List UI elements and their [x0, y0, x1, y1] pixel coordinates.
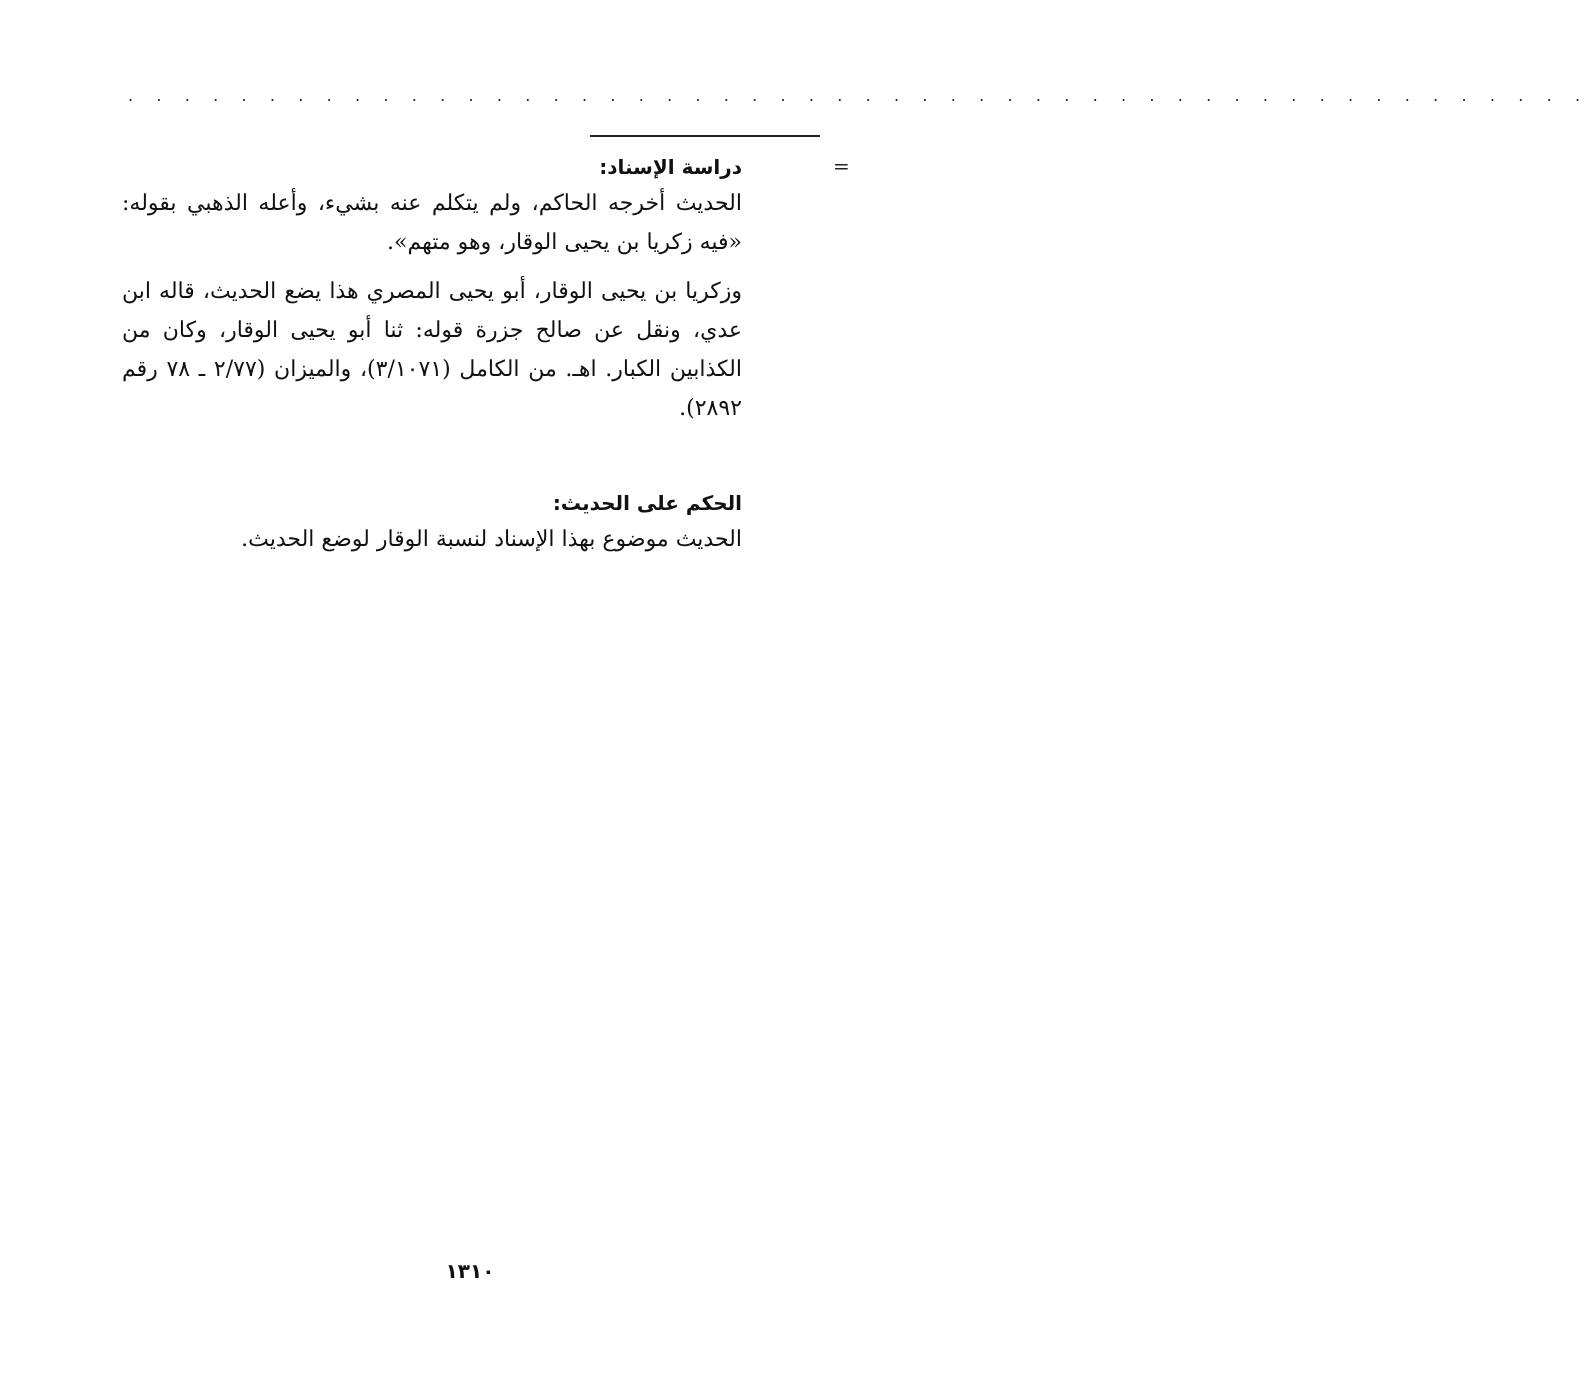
- isnad-study-heading: دراسة الإسناد:: [599, 155, 742, 179]
- dot-leader: . . . . . . . . . . . . . . . . . . . . . . . . . . . . . . . . . . . . . . . . . . . . . . . . . . . .: [128, 86, 1589, 105]
- isnad-paragraph-1: الحديث أخرجه الحاكم، ولم يتكلم عنه بشيء، وأعله الذهبي بقوله: «فيه زكريا بن يحيى الوقار، وهو متهم».: [122, 191, 742, 255]
- margin-mark: =: [833, 154, 850, 178]
- page-number: ١٣١٠: [445, 1259, 495, 1283]
- hadith-ruling-section: [122, 486, 742, 559]
- section-rule: [590, 135, 820, 137]
- isnad-study-section: [122, 150, 742, 428]
- hadith-ruling-heading: الحكم على الحديث:: [552, 491, 742, 515]
- hadith-ruling-paragraph: الحديث موضوع بهذا الإسناد لنسبة الوقار لوضع الحديث.: [241, 527, 742, 552]
- isnad-paragraph-2: وزكريا بن يحيى الوقار، أبو يحيى المصري هذا يضع الحديث، قاله ابن عدي، ونقل عن صالح جزرة قوله: ثنا أبو يحيى الوقار، وكان من الكذابين الكبار. اهـ. من الكامل (٣/١٠٧١)، والميزان (٢/٧٧ ـ ٧٨ رقم ٢٨٩٢).: [122, 279, 742, 421]
